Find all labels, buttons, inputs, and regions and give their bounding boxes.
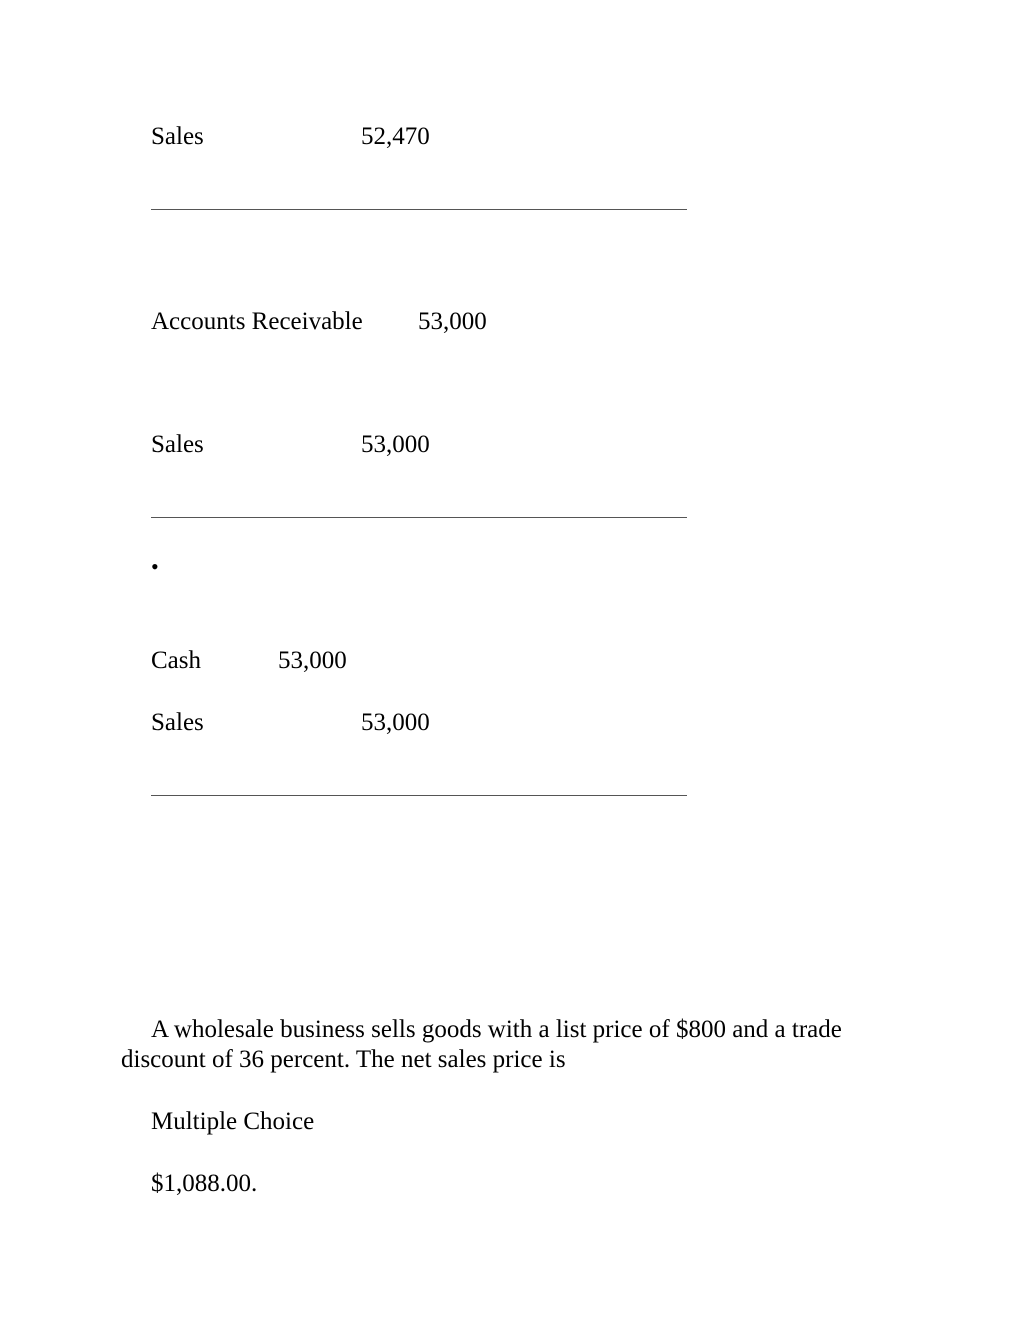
account-label: Sales — [151, 431, 204, 458]
question-text: A wholesale business sells goods with a list price of $800 and a trade discount of 36 percent. The net sales price is — [121, 1016, 842, 1073]
account-label: Accounts Receivable — [151, 308, 363, 335]
answer-option[interactable]: $1,088.00. — [151, 1170, 258, 1197]
separator-rule — [151, 795, 687, 796]
account-label: Sales — [151, 123, 204, 150]
account-amount: 53,000 — [278, 647, 347, 674]
list-bullet: • — [151, 554, 159, 579]
account-amount: 53,000 — [361, 431, 430, 458]
separator-rule — [151, 209, 687, 210]
question-type-label: Multiple Choice — [151, 1108, 315, 1135]
separator-rule — [151, 517, 687, 518]
account-label: Sales — [151, 709, 204, 736]
account-amount: 52,470 — [361, 123, 430, 150]
account-label: Cash — [151, 647, 201, 674]
account-amount: 53,000 — [361, 709, 430, 736]
account-amount: 53,000 — [418, 308, 487, 335]
